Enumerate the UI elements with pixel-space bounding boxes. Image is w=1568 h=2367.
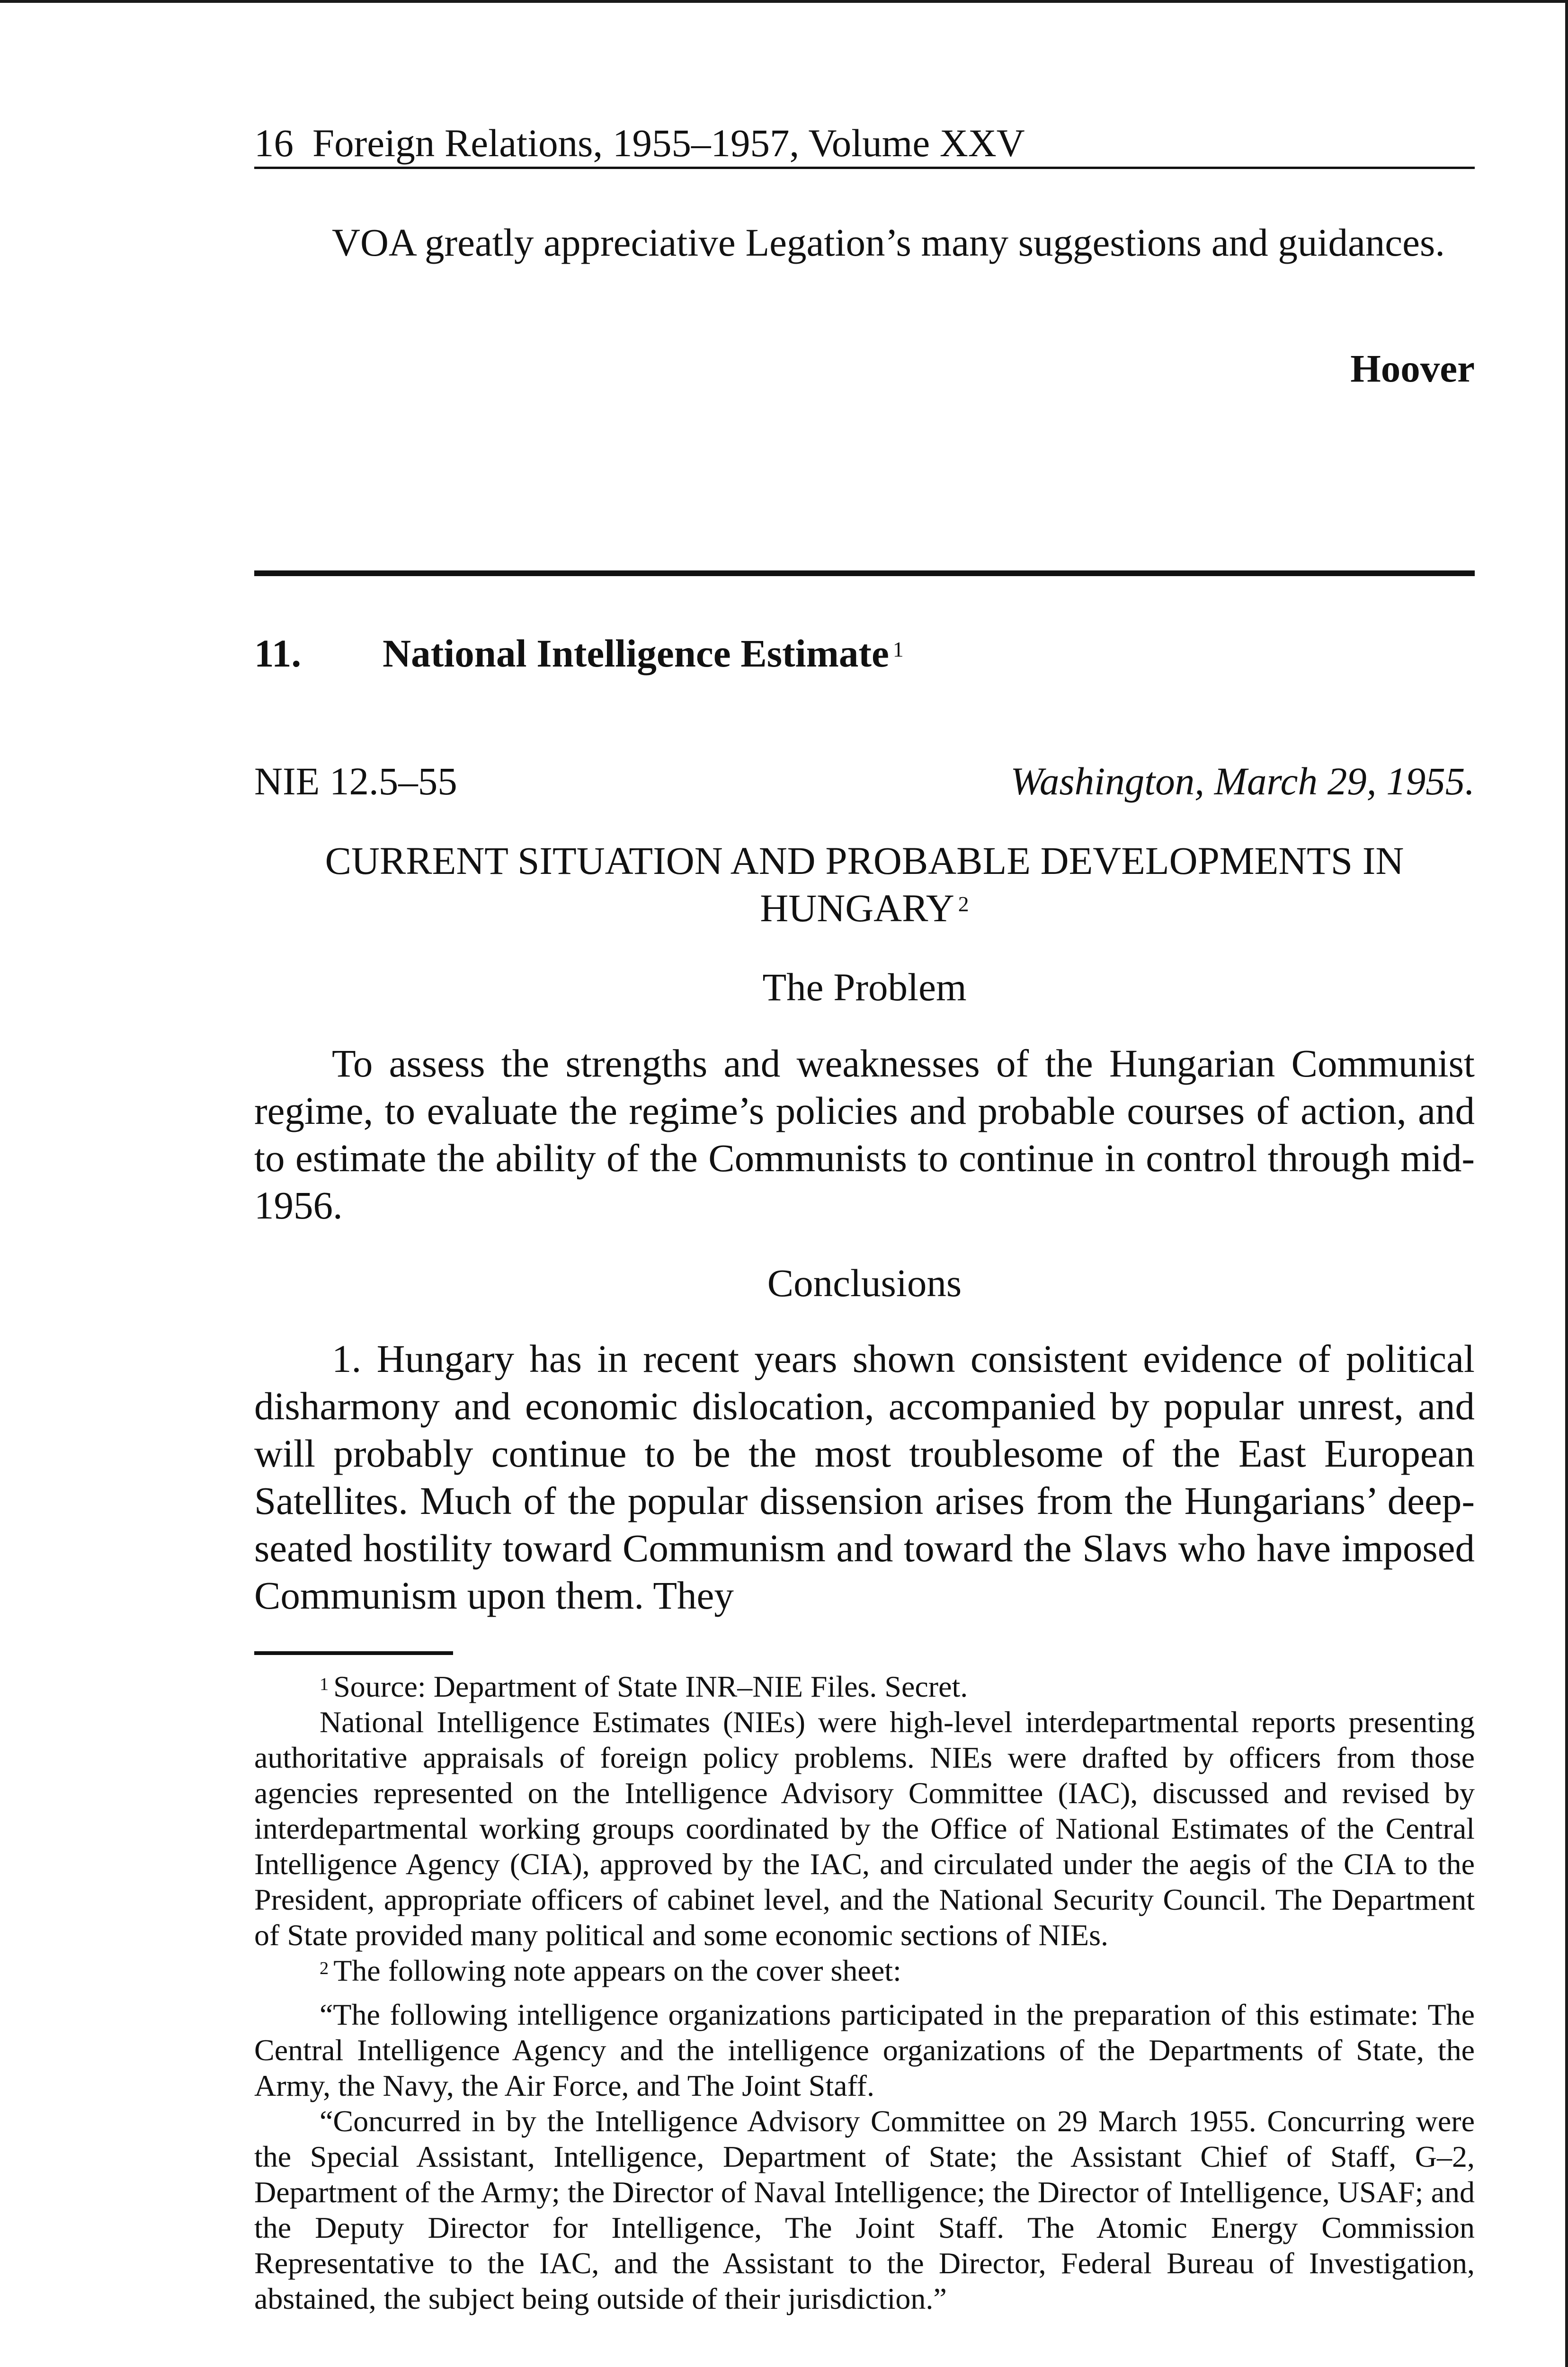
footnote-1-marker: 1 [320,1674,329,1694]
footnotes [254,1669,1475,2316]
document-identifier: NIE 12.5–55 [254,759,457,803]
dateline: Washington, March 29, 1955. [1010,759,1475,803]
footnote-2-marker: 2 [320,1958,329,1978]
footnote-1-note: National Intelligence Estimates (NIEs) were high-level interdepartmental reports presenting authoritative appraisals of foreign policy problems. NIEs were drafted by officers from those agencies represented on the Intelligence Advisory Committee (IAC), discussed and revised by interdepartmental working groups coordinated by the Office of National Estimates of the Central Intelligence Agency (CIA), approved by the IAC, and circulated under the aegis of the CIA to the President, appropriate officers of cabinet level, and the National Security Council. The Department of State provided many political and some economic sections of NIEs. [254,1705,1475,1952]
document-heading-text: CURRENT SITUATION AND PROBABLE DEVELOPMENTS IN HUNGARY [325,839,1404,930]
problem-heading: The Problem [762,965,967,1009]
conclusion-paragraph-1: 1. Hungary has in recent years shown consistent evidence of political disharmony and economic dislocation, accompanied by popular unrest, and will probably continue to be the most troublesome of the East European Satellites. Much of the popular dissension arises from the Hungarians’ deep-seated hostility toward Communism and toward the Slavs who have imposed Communism upon them. They [254,1337,1475,1617]
document-title: National Intelligence Estimate [383,632,889,675]
previous-document-text: VOA greatly appreciative Legation’s many suggestions and guidances. [332,221,1445,264]
page-edge-top [0,0,1568,3]
document-identifier-line [254,757,1475,805]
running-header [254,119,1475,169]
footnote-ref-2: 2 [958,892,969,916]
footnote-ref-1: 1 [892,637,904,661]
conclusions-heading: Conclusions [767,1261,962,1305]
document-heading-line [254,630,1475,677]
footnote-separator [254,1651,453,1655]
document-number: 11. [254,632,302,675]
footnote-2-intro [254,1953,1475,1988]
footnote-2-intro-text: The following note appears on the cover sheet: [333,1954,901,1987]
document-heading [254,837,1475,932]
footnote-2-quote-1: “The following intelligence organizations participated in the preparation of this estimate: The Central Intelligence Agency and the intelligence organizations of the Departments of State, the Army, the Navy, the Air Force, and The Joint Staff. [254,1998,1475,2102]
problem-paragraph: To assess the strengths and weaknesses of the Hungarian Communist regime, to evaluate the regime’s policies and probable courses of action, and to estimate the ability of the Communists to continue in control through mid-1956. [254,1041,1475,1227]
footnote-2-quote-2: “Concurred in by the Intelligence Advisory Committee on 29 March 1955. Concurring were the Special Assistant, Intelligence, Department of State; the Assistant Chief of Staff, G–2, Department of the Army; the Director of Naval Intelligence; the Director of Intelligence, USAF; and the Deputy Director for Intelligence, The Joint Staff. The Atomic Energy Commission Representative to the IAC, and the Assistant to the Director, Federal Bureau of Investigation, abstained, the subject being outside of their jurisdiction.” [254,2104,1475,2315]
page-edge-right [1565,0,1568,2367]
footnote-1-source-text: Source: Department of State INR–NIE Files. Secret. [333,1670,968,1703]
document-separator-rule [254,570,1475,576]
signature: Hoover [1350,347,1475,390]
footnote-1-source [254,1669,1475,1704]
page-number: 16 [254,121,294,165]
running-title: Foreign Relations, 1955–1957, Volume XXV [312,121,1025,165]
